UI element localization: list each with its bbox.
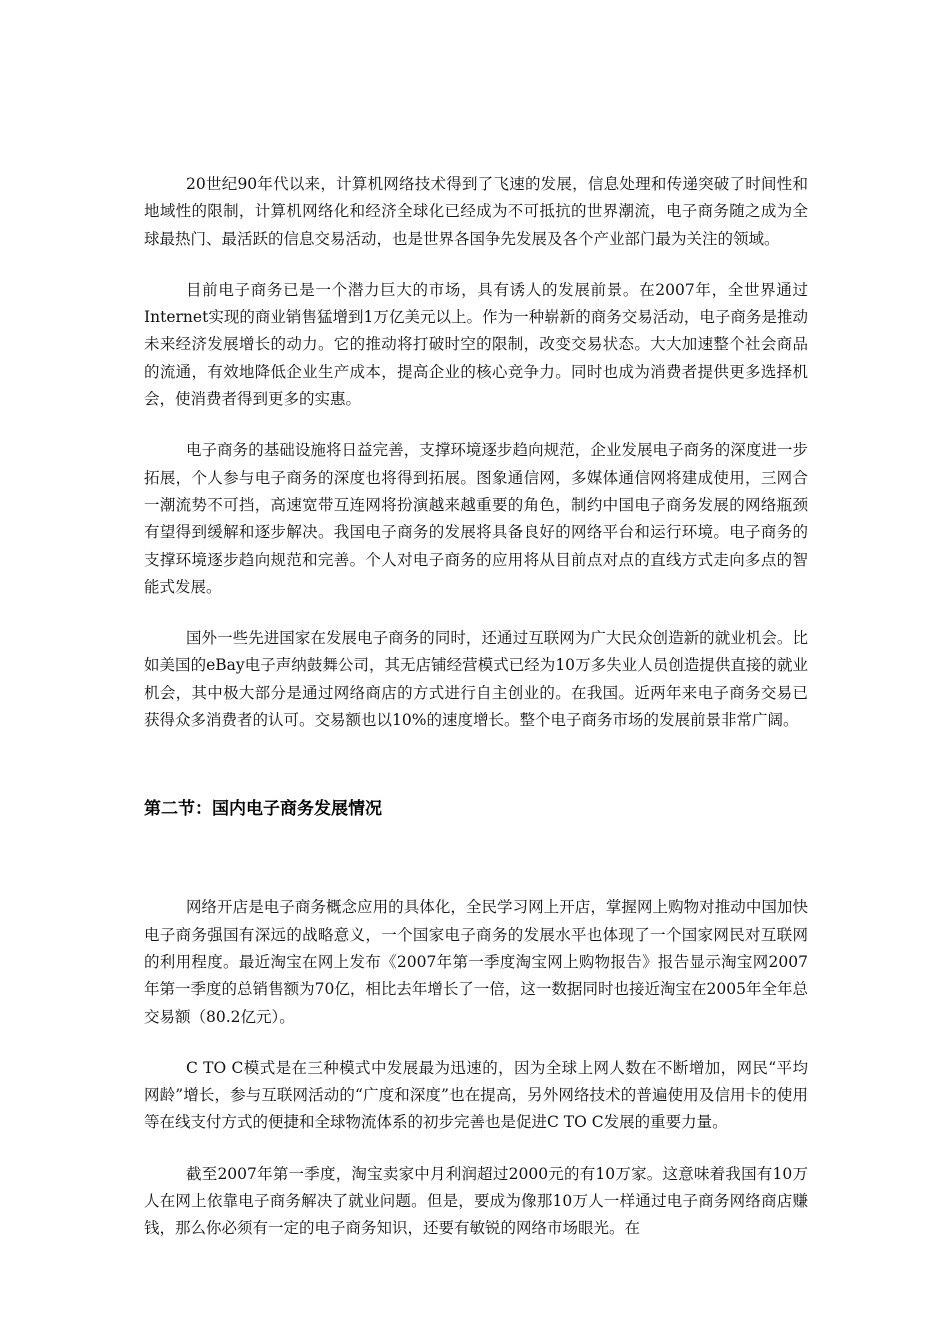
paragraph-intro-3: 电子商务的基础设施将日益完善，支撑环境逐步趋向规范，企业发展电子商务的深度进一步拓展，个人参与电子商务的深度也将得到拓展。图象通信网，多媒体通信网将建成使用，三网合一潮流势不可挡，高速宽带互连网将扮演越来越重要的角色，制约中国电子商务发展的网络瓶颈有望得到缓解和逐步解决。我国电子商务的发展将具备良好的网络平台和运行环境。电子商务的支撑环境逐步趋向规范和完善。个人对电子商务的应用将从目前点对点的直线方式走向多点的智能式发展。: [144, 441, 808, 596]
section-heading: 第二节：国内电子商务发展情况: [144, 799, 382, 820]
paragraph-intro-2: 目前电子商务已是一个潜力巨大的市场，具有诱人的发展前景。在2007年，全世界通过Internet实现的商业销售猛增到1万亿美元以上。作为一种崭新的商务交易活动，电子商务是推动未来经济发展增长的动力。它的推动将打破时空的限制，改变交易状态。大大加速整个社会商品的流通，有效地降低企业生产成本，提高企业的核心竞争力。同时也成为消费者提供更多选择机会，使消费者得到更多的实惠。: [144, 280, 808, 409]
document-body: [144, 171, 808, 1267]
paragraph-section2-1: 网络开店是电子商务概念应用的具体化，全民学习网上开店，掌握网上购物对推动中国加快电子商务强国有深远的战略意义，一个国家电子商务的发展水平也体现了一个国家网民对互联网的利用程度。最近淘宝在网上发布《2007年第一季度淘宝网上购物报告》报告显示淘宝网2007年第一季度的总销售额为70亿，相比去年增长了一倍，这一数据同时也接近淘宝在2005年全年总交易额（80.2亿元）。: [144, 898, 808, 1026]
paragraph-intro-4: 国外一些先进国家在发展电子商务的同时，还通过互联网为广大民众创造新的就业机会。比如美国的eBay电子声纳鼓舞公司，其无店铺经营模式已经为10万多失业人员创造提供直接的就业机会，其中极大部分是通过网络商店的方式进行自主创业的。在我国。近两年来电子商务交易已获得众多消费者的认可。交易额也以10%的速度增长。整个电子商务市场的发展前景非常广阔。: [144, 629, 808, 730]
paragraph-section2-3: 截至2007年第一季度，淘宝卖家中月利润超过2000元的有10万家。这意味着我国有10万人在网上依靠电子商务解决了就业问题。但是，要成为像那10万人一样通过电子商务网络商店赚钱，那么你必须有一定的电子商务知识，还要有敏锐的网络市场眼光。在: [144, 1164, 808, 1238]
paragraph-section2-2: C TO C模式是在三种模式中发展最为迅速的，因为全球上网人数在不断增加，网民“平均网龄”增长，参与互联网活动的“广度和深度”也在提高，另外网络技术的普遍使用及信用卡的使用等在线支付方式的便捷和全球物流体系的初步完善也是促进C TO C发展的重要力量。: [144, 1058, 808, 1132]
paragraph-intro-1: 20世纪90年代以来，计算机网络技术得到了飞速的发展，信息处理和传递突破了时间性和地域性的限制，计算机网络化和经济全球化已经成为不可抵抗的世界潮流，电子商务随之成为全球最热门、最活跃的信息交易活动，也是世界各国争先发展及各个产业部门最为关注的领域。: [144, 175, 808, 248]
